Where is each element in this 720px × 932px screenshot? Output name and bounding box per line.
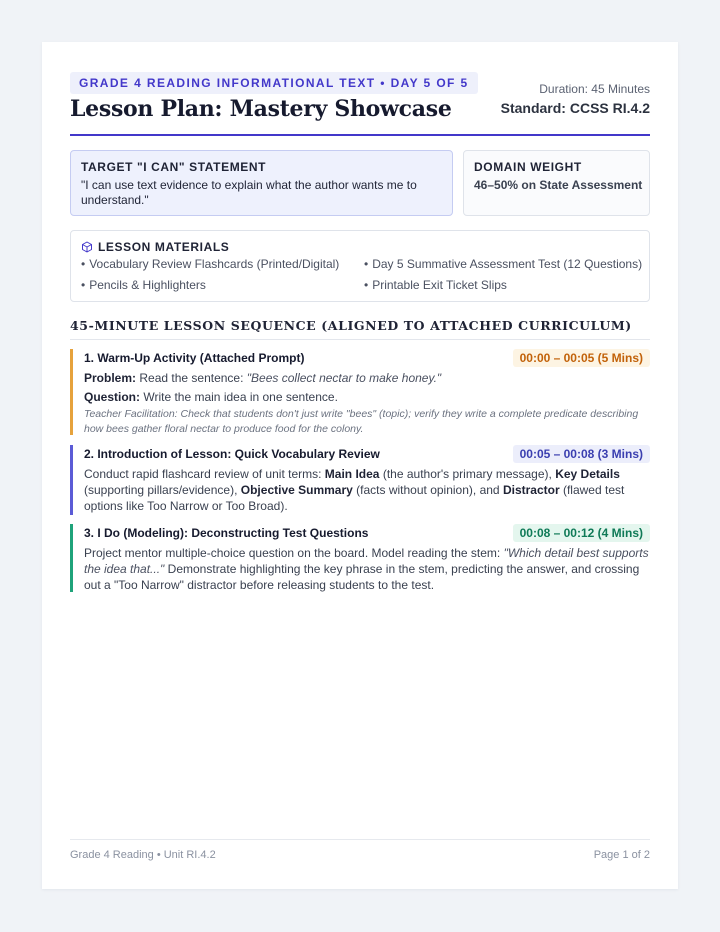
materials-title: LESSON MATERIALS bbox=[98, 240, 230, 254]
page-number: Page 1 of 2 bbox=[593, 849, 650, 861]
problem-line bbox=[84, 370, 650, 386]
text-segment: (flawed test options like Too Narrow or Too Broad). bbox=[84, 483, 625, 513]
text-segment: Demonstrate highlighting the key phrase in the stem, predicting the answer, and crossing out a "Too Narrow" distractor before releasing students to the test. bbox=[84, 562, 640, 592]
step-accent-bar bbox=[70, 445, 73, 515]
standard-label: Standard: CCSS RI.4.2 bbox=[500, 100, 650, 116]
stem-quote: "Which detail best supports the idea that..." bbox=[84, 546, 649, 576]
materials-header bbox=[81, 240, 639, 254]
summary-cards bbox=[70, 150, 650, 216]
facilitation-note: Teacher Facilitation: Check that students don't just write "bees" (topic); verify they write a complete predicate describing how bees gather floral nectar to produce food for the colony. bbox=[84, 408, 639, 435]
question-label: Question: bbox=[84, 390, 140, 404]
domain-weight-card bbox=[463, 150, 650, 216]
step-vocabulary-review bbox=[70, 445, 650, 515]
text-segment: (the author's primary message), bbox=[382, 467, 552, 481]
header bbox=[70, 72, 650, 136]
text-segment: Conduct rapid flashcard review of unit terms: bbox=[84, 467, 322, 481]
list-item: • Printable Exit Ticket Slips bbox=[364, 278, 507, 292]
problem-text: Read the sentence: bbox=[139, 371, 244, 385]
step-name: 1. Warm-Up Activity (Attached Prompt) bbox=[84, 351, 305, 365]
list-item: • Day 5 Summative Assessment Test (12 Questions) bbox=[364, 257, 642, 271]
problem-label: Problem: bbox=[84, 371, 137, 385]
step-time-badge: 00:00 – 00:05 (5 Mins) bbox=[513, 349, 650, 367]
question-line bbox=[84, 389, 650, 405]
step-name: 2. Introduction of Lesson: Quick Vocabulary Review bbox=[84, 447, 380, 461]
list-item: • Pencils & Highlighters bbox=[81, 278, 206, 292]
footer-unit: Grade 4 Reading • Unit RI.4.2 bbox=[70, 849, 216, 861]
cube-icon bbox=[81, 241, 93, 253]
sequence-title: 45-MINUTE LESSON SEQUENCE (ALIGNED TO ATTACHED CURRICULUM) bbox=[70, 318, 650, 340]
duration-label: Duration: 45 Minutes bbox=[539, 82, 650, 96]
question-text: Write the main idea in one sentence. bbox=[143, 390, 338, 404]
text-segment: Project mentor multiple-choice question on the board. Model reading the stem: bbox=[84, 546, 501, 560]
step-accent-bar bbox=[70, 524, 73, 592]
term-distractor: Distractor bbox=[502, 483, 560, 497]
text-segment: (facts without opinion), and bbox=[356, 483, 500, 497]
step-time-badge: 00:05 – 00:08 (3 Mins) bbox=[513, 445, 650, 463]
step-header bbox=[84, 445, 650, 463]
term-objective-summary: Objective Summary bbox=[240, 483, 353, 497]
page-footer bbox=[70, 839, 650, 861]
target-statement-text: "I can use text evidence to explain what the author wants me to understand." bbox=[81, 178, 417, 207]
domain-weight-value: 46–50% on State Assessment bbox=[474, 178, 643, 192]
term-main-idea: Main Idea bbox=[324, 467, 380, 481]
target-statement-card bbox=[70, 150, 453, 216]
step-accent-bar bbox=[70, 349, 73, 435]
step-header bbox=[84, 349, 650, 367]
domain-weight-label: DOMAIN WEIGHT bbox=[474, 160, 582, 174]
term-key-details: Key Details bbox=[555, 467, 620, 481]
step-modeling bbox=[70, 524, 650, 592]
problem-quote: "Bees collect nectar to make honey." bbox=[246, 371, 442, 385]
step-description bbox=[84, 466, 650, 514]
list-item: • Vocabulary Review Flashcards (Printed/Digital) bbox=[81, 257, 339, 271]
step-name: 3. I Do (Modeling): Deconstructing Test Questions bbox=[84, 526, 369, 540]
lesson-materials-card bbox=[70, 230, 650, 302]
text-segment: (supporting pillars/evidence), bbox=[84, 483, 238, 497]
step-header bbox=[84, 524, 650, 542]
step-description bbox=[84, 545, 650, 593]
grade-tag: GRADE 4 READING INFORMATIONAL TEXT • DAY 5 OF 5 bbox=[70, 72, 478, 94]
target-statement-label: TARGET "I CAN" STATEMENT bbox=[81, 160, 267, 174]
step-time-badge: 00:08 – 00:12 (4 Mins) bbox=[513, 524, 650, 542]
step-warm-up bbox=[70, 349, 650, 435]
lesson-plan-page bbox=[42, 42, 678, 889]
page-content bbox=[70, 72, 650, 889]
page-title: Lesson Plan: Mastery Showcase bbox=[70, 96, 452, 122]
